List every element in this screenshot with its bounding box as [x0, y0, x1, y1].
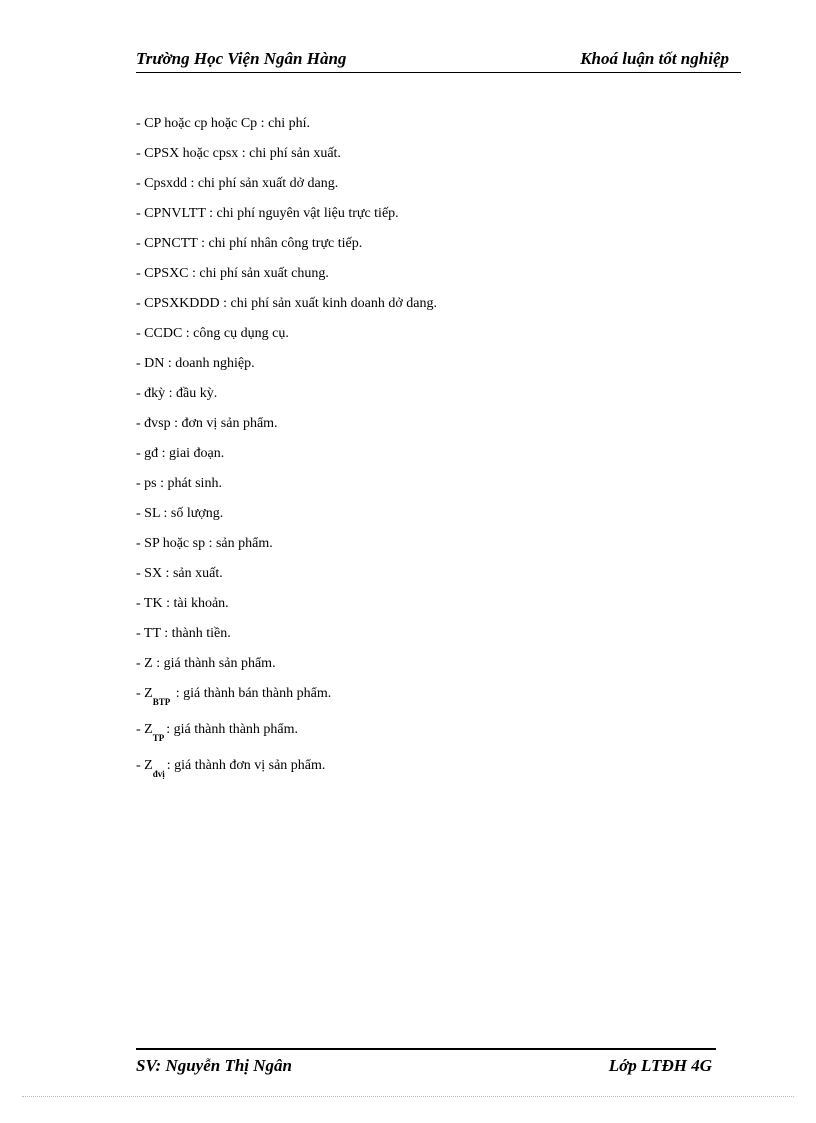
item-definition: : giá thành thành phẩm.	[166, 722, 299, 737]
header-document-type: Khoá luận tốt nghiệp	[580, 49, 729, 68]
header-school-name: Trường Học Viện Ngân Hàng	[136, 49, 347, 68]
list-item: - đvsp : đơn vị sản phẩm.	[136, 416, 278, 431]
list-item: - CPSXC : chi phí sản xuất chung.	[136, 266, 329, 281]
item-definition: : giá thành bán thành phẩm.	[172, 686, 332, 701]
list-item: - Cpsxdd : chi phí sản xuất dở dang.	[136, 176, 339, 191]
footer-class-name: Lớp LTĐH 4G	[608, 1056, 712, 1075]
list-item-z-dvi	[136, 756, 437, 792]
page-bottom-divider	[22, 1096, 794, 1097]
footer-student-name: SV: Nguyễn Thị Ngân	[136, 1056, 293, 1075]
list-item: - CPNCTT : chi phí nhân công trực tiếp.	[136, 236, 363, 251]
item-subscript: TP	[152, 733, 165, 743]
list-item: - DN : doanh nghiệp.	[136, 356, 255, 371]
item-subscript: BTP	[152, 697, 171, 707]
list-item-z-btp	[136, 684, 437, 720]
list-item: - gđ : giai đoạn.	[136, 446, 225, 461]
abbreviation-list	[136, 114, 437, 792]
list-item: - đkỳ : đầu kỳ.	[136, 386, 218, 401]
list-item: - SX : sản xuất.	[136, 566, 223, 581]
list-item: - ps : phát sinh.	[136, 476, 222, 491]
list-item: - CCDC : công cụ dụng cụ.	[136, 326, 289, 341]
list-item: - SL : số lượng.	[136, 506, 224, 521]
list-item: - CPNVLTT : chi phí nguyên vật liệu trực tiếp.	[136, 206, 399, 221]
item-definition: : giá thành đơn vị sản phẩm.	[166, 758, 326, 773]
item-prefix: - Z	[136, 686, 153, 701]
list-item-z-tp	[136, 720, 437, 756]
page-footer	[136, 1048, 716, 1078]
list-item: - Z : giá thành sản phẩm.	[136, 656, 276, 671]
list-item: - CPSX hoặc cpsx : chi phí sản xuất.	[136, 146, 341, 161]
item-subscript: đvị	[152, 769, 165, 779]
list-item: - SP hoặc sp : sản phẩm.	[136, 536, 273, 551]
list-item: - TT : thành tiền.	[136, 626, 231, 641]
item-prefix: - Z	[136, 722, 153, 737]
item-prefix: - Z	[136, 758, 153, 773]
list-item: - CPSXKDDD : chi phí sản xuất kinh doanh dở dang.	[136, 296, 437, 311]
list-item: - TK : tài khoản.	[136, 596, 229, 611]
list-item: - CP hoặc cp hoặc Cp : chi phí.	[136, 116, 311, 131]
page-header	[136, 48, 741, 73]
